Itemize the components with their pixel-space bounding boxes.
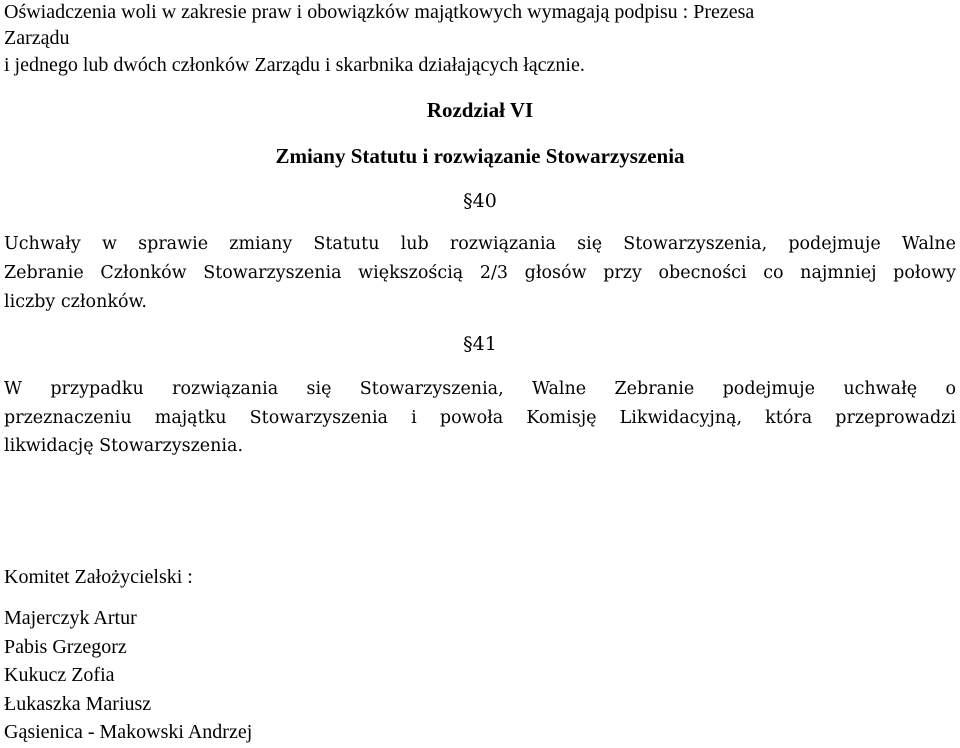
committee-member: Pabis Grzegorz: [4, 636, 127, 658]
section-41-symbol: §41: [463, 333, 497, 355]
committee-member: Gąsienica - Makowski Andrzej: [4, 721, 253, 743]
intro-line-2: Zarządu: [4, 27, 70, 49]
section-41-line-1: W przypadku rozwiązania się Stowarzyszenia, Walne Zebranie podejmuje uchwałę o: [4, 379, 956, 399]
section-40-symbol: §40: [463, 190, 497, 212]
committee-member: Majerczyk Artur: [4, 607, 137, 629]
section-40-line-2: Zebranie Członków Stowarzyszenia większością 2/3 głosów przy obecności co najmniej połowy: [4, 263, 956, 283]
section-40-line-1: Uchwały w sprawie zmiany Statutu lub rozwiązania się Stowarzyszenia, podejmuje Walne: [4, 234, 956, 254]
committee-member: Kukucz Zofia: [4, 664, 115, 686]
committee-heading: Komitet Założycielski :: [4, 566, 193, 588]
chapter-title: Zmiany Statutu i rozwiązanie Stowarzyszenia: [275, 144, 685, 168]
section-41-line-3: likwidację Stowarzyszenia.: [4, 436, 244, 456]
committee-member: Łukaszka Mariusz: [4, 693, 152, 715]
intro-line-1: Oświadczenia woli w zakresie praw i obowiązków majątkowych wymagają podpisu : Prezesa: [4, 1, 755, 23]
chapter-number: Rozdział VI: [426, 98, 534, 122]
section-40-line-3: liczby członków.: [4, 292, 147, 312]
intro-line-3: i jednego lub dwóch członków Zarządu i skarbnika działających łącznie.: [4, 54, 585, 76]
section-41-line-2: przeznaczeniu majątku Stowarzyszenia i powoła Komisję Likwidacyjną, która przeprowadzi: [4, 408, 956, 428]
